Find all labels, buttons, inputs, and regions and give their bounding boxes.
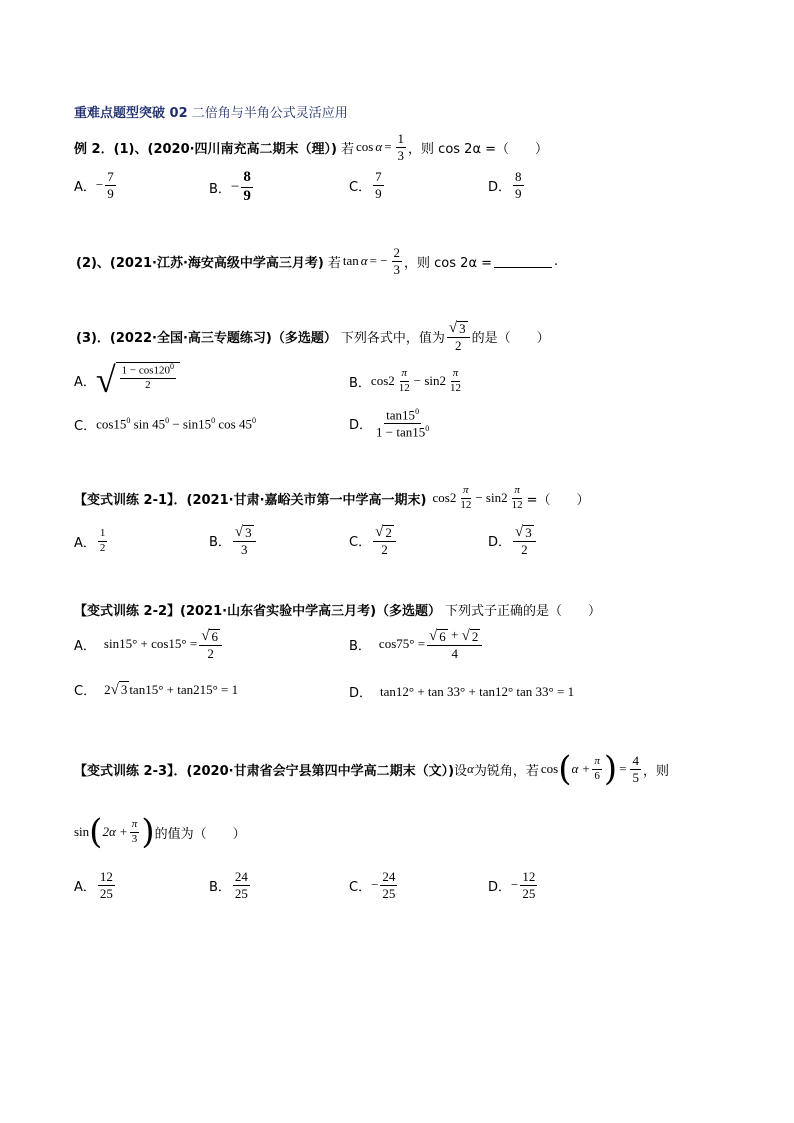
pi-over-12: $\frac{\pi}{12}$: [398, 367, 410, 394]
option-letter: C．: [74, 684, 97, 699]
option-letter: C．: [74, 419, 97, 434]
cos-symbol: cos: [356, 139, 374, 155]
option-a[interactable]: [74, 870, 117, 900]
option-fraction: $\frac{12}{25}$: [99, 869, 113, 901]
option-fraction: $\frac{8}{9}$: [243, 169, 251, 204]
option-d[interactable]: [488, 170, 526, 200]
option-b[interactable]: B． cos 2 $\frac{\pi}{12}$ − sin 2 $\frac{\pi}{12}$: [349, 367, 462, 394]
question-6-stem: 【变式训练 2-3】．(2020·甘肃省会宁县第四中学高二期末（文）) 设 α 为锐角，若 cos ( α + $\frac{\pi}{6}$ ) = $\frac{4}{5}$ ，则: [74, 749, 669, 789]
option-c[interactable]: C． 2 √ 3 tan15° + tan 2 15° = 1: [74, 681, 239, 699]
answer-blank[interactable]: [494, 255, 552, 268]
question-3-stem: [76, 320, 550, 352]
equals-symbol: =: [384, 139, 392, 155]
option-letter: B．: [349, 375, 371, 391]
sqrt-expression: √ $\frac{1 - \cos 120^0}{2}$: [96, 362, 180, 398]
option-fraction: √ 2 2: [373, 524, 396, 556]
option-d[interactable]: [349, 408, 433, 439]
option-fraction: $\frac{12}{25}$: [522, 869, 536, 901]
option-b[interactable]: [209, 870, 252, 900]
question-4-stem: 【变式训练 2-1】．(2021·甘肃·嘉峪关市第一中学高一期末) cos 2 $\frac{\pi}{12}$ − sin 2 $\frac{\pi}{12}$ =（ ）: [74, 484, 590, 511]
option-letter: C．: [349, 179, 372, 195]
question-1-stem: [74, 132, 548, 162]
question-3-source: (3)．(2022·全国·高三专题练习)（多选题）: [76, 330, 337, 346]
pi-over-12: $\frac{\pi}{12}$: [460, 484, 472, 511]
option-letter: B．: [209, 879, 231, 895]
question-6-stem-cont: sin ( 2α + $\frac{\pi}{3}$ ) 的值为（ ）: [74, 812, 246, 852]
option-c[interactable]: C． − $\frac{24}{25}$: [349, 869, 396, 901]
alpha-symbol: α: [375, 139, 383, 155]
question-1-text: 若: [341, 141, 355, 157]
question-4-ask: =（ ）: [526, 492, 590, 508]
heading-topic: 二倍角与半角公式灵活应用: [191, 106, 348, 121]
option-expression: $\cos 15^0$ $\sin 45^0 - \sin 15^0$ $\cos 45^0$: [96, 416, 256, 432]
option-fraction: √ 6 + √ 2 4: [427, 628, 482, 660]
option-fraction: $\frac{7}{9}$: [375, 169, 382, 201]
option-d[interactable]: [488, 524, 538, 556]
question-2-stem: [76, 246, 558, 276]
fraction-four-fifths: $\frac{4}{5}$: [632, 752, 639, 785]
tan-symbol: tan: [342, 253, 359, 269]
option-c[interactable]: [349, 524, 398, 556]
pi-over-3: $\frac{\pi}{3}$: [131, 817, 138, 845]
option-a[interactable]: [74, 362, 180, 398]
fraction-one-third: [396, 132, 407, 162]
option-fraction: $\frac{1}{2}$: [99, 527, 106, 554]
option-b[interactable]: B． cos75° = √ 6 + √ 2 4: [349, 628, 484, 660]
question-6-ask: 的值为（ ）: [154, 826, 246, 842]
question-5-source: 【变式训练 2-2】(2021·山东省实验中学高三月考)（多选题）: [74, 604, 442, 619]
question-4-source: 【变式训练 2-1】．(2021·甘肃·嘉峪关市第一中学高一期末): [74, 492, 427, 508]
option-letter: A．: [74, 535, 96, 551]
option-fraction: $\frac{\tan 15^0}{1 - \tan 15^0}$: [376, 407, 430, 440]
question-3-ask: 的是（ ）: [471, 330, 550, 346]
option-sign: −: [230, 178, 240, 195]
option-letter: D．: [349, 686, 373, 701]
question-5-text: 下列式子正确的是（ ）: [445, 604, 602, 619]
heading-label: 重难点题型突破 02: [74, 106, 188, 121]
option-letter: A．: [74, 879, 96, 895]
option-b[interactable]: [209, 524, 258, 556]
question-3-text: 下列各式中，值为: [340, 330, 445, 346]
option-fraction: $\frac{8}{9}$: [515, 169, 522, 201]
option-letter: A．: [74, 179, 96, 195]
option-a[interactable]: [74, 170, 118, 200]
option-fraction: √ 6 2: [199, 628, 222, 660]
option-sign: −: [95, 177, 104, 193]
option-letter: B．: [209, 181, 231, 197]
option-a[interactable]: [74, 528, 109, 554]
question-6-source: 【变式训练 2-3】．(2020·甘肃省会宁县第四中学高二期末（文）): [74, 763, 455, 779]
question-2-text: 若: [327, 255, 341, 271]
option-letter: C．: [349, 534, 372, 550]
option-letter: D．: [488, 179, 512, 195]
question-5-stem: [74, 600, 601, 619]
option-letter: A．: [74, 374, 96, 390]
option-letter: D．: [349, 417, 373, 433]
numerator: 1: [397, 131, 405, 146]
option-letter: A．: [74, 638, 96, 654]
pi-over-6: $\frac{\pi}{6}$: [594, 754, 600, 782]
denominator: 3: [397, 147, 405, 163]
alpha-symbol: α: [360, 253, 368, 269]
question-1-ask: ，则 cos 2α =（ ）: [408, 141, 549, 157]
option-fraction: $\frac{24}{25}$: [234, 869, 248, 901]
question-1-source: 例 2．(1)、(2020·四川南充高二期末（理）): [74, 141, 338, 157]
option-fraction: √ 3 2: [513, 524, 536, 556]
option-letter: B．: [349, 638, 371, 654]
option-fraction: $\frac{7}{9}$: [107, 169, 114, 201]
option-c[interactable]: [74, 415, 256, 434]
option-b[interactable]: [209, 170, 255, 205]
fraction-two-thirds: $\frac{2}{3}$: [393, 245, 401, 277]
pi-over-12: $\frac{\pi}{12}$: [511, 484, 523, 511]
section-heading: [74, 102, 348, 121]
option-letter: D．: [488, 534, 512, 550]
question-2-source: (2)、(2021·江苏·海安高级中学高三月考): [76, 255, 324, 271]
option-fraction: √ 3 3: [233, 524, 256, 556]
fraction-sqrt3-over-2: √ 3 2: [447, 320, 470, 352]
option-letter: D．: [488, 879, 512, 895]
equals-minus: = −: [369, 253, 388, 269]
option-a[interactable]: A． sin15° + cos15° = √ 6 2: [74, 628, 224, 660]
pi-over-12: $\frac{\pi}{12}$: [450, 367, 462, 394]
option-fraction: $\frac{24}{25}$: [382, 869, 396, 901]
option-d[interactable]: D． tan12° + tan 33° + tan12° tan 33° = 1: [349, 683, 575, 701]
option-letter: B．: [209, 534, 231, 550]
option-d[interactable]: D． − $\frac{12}{25}$: [488, 869, 536, 901]
option-letter: C．: [349, 879, 372, 895]
question-2-ask: ，则 cos 2α =: [404, 255, 493, 271]
option-c[interactable]: [349, 170, 386, 200]
period: .: [554, 253, 559, 269]
